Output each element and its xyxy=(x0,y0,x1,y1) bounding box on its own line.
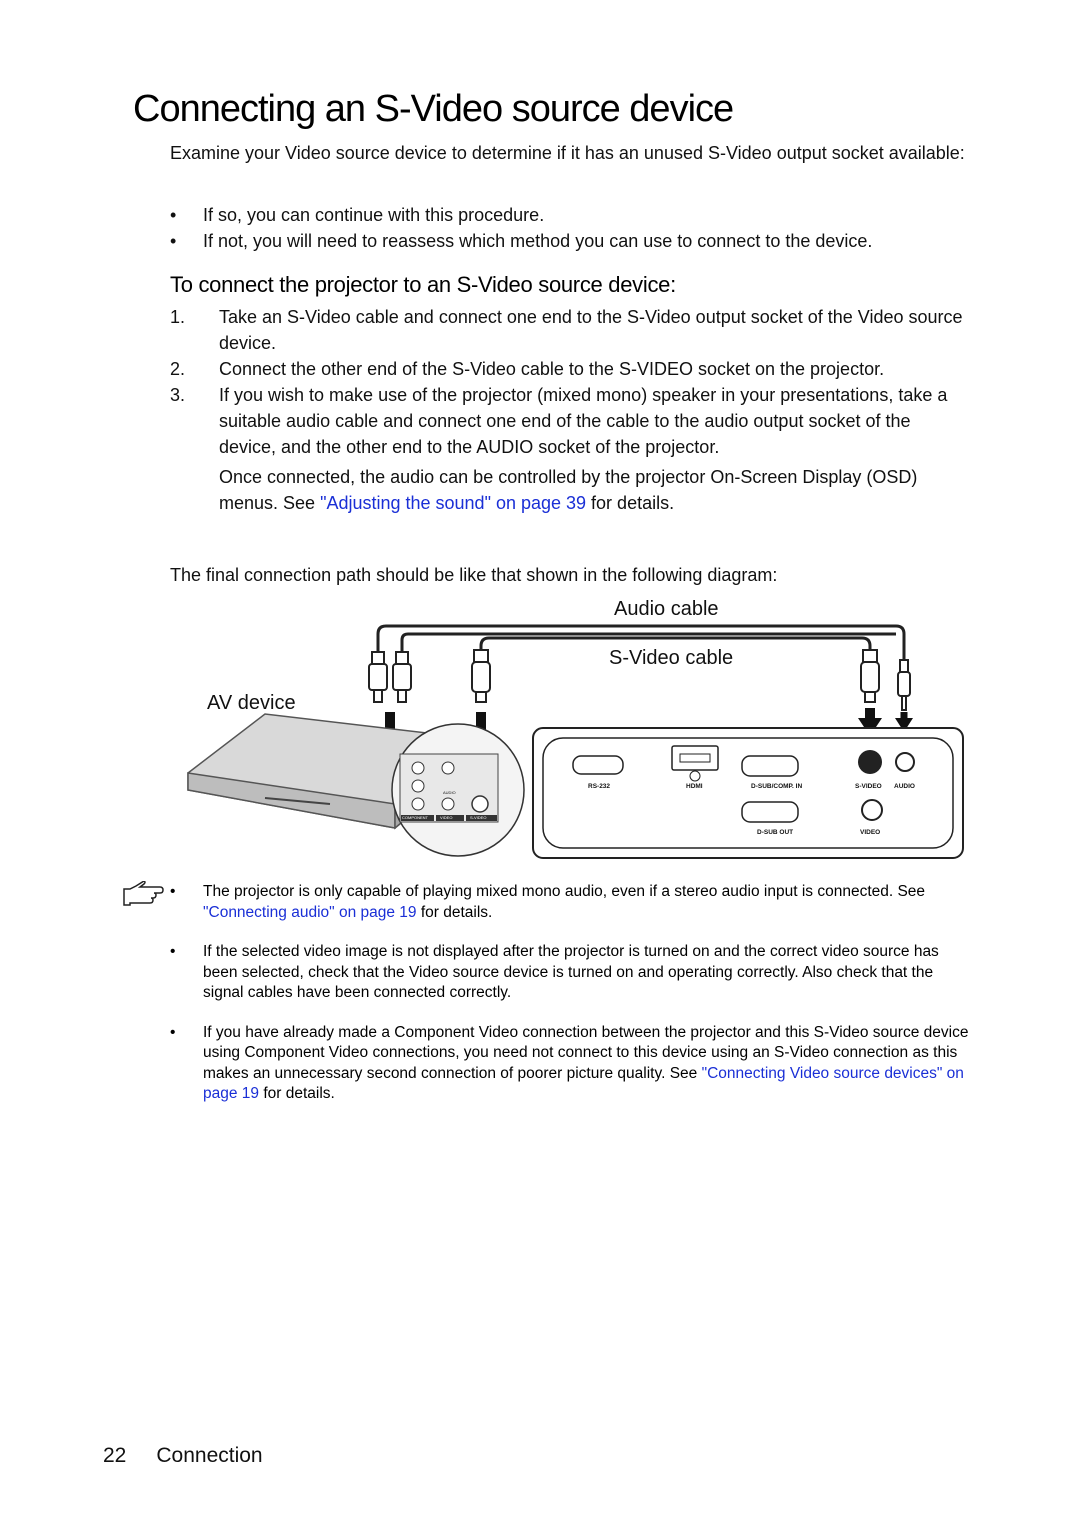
bullet-text: If so, you can continue with this procedure. xyxy=(203,205,545,225)
svideo-cable-line xyxy=(481,638,870,652)
svideo-plug-device-icon xyxy=(472,650,490,702)
port-label-dsub-out: D-SUB OUT xyxy=(757,829,794,836)
svideo-cable-label: S-Video cable xyxy=(609,647,734,669)
step-number: 1. xyxy=(170,307,186,327)
step-3 xyxy=(170,382,970,460)
svideo-socket-label: S-VIDEO xyxy=(618,359,693,379)
note-hand-icon xyxy=(122,881,164,907)
list-item xyxy=(170,202,970,228)
port-label-svideo: S-VIDEO xyxy=(855,783,882,790)
bullet-text: If not, you will need to reassess which method you can use to connect to the device. xyxy=(203,231,873,251)
procedure-steps xyxy=(170,304,970,516)
page-title: Connecting an S-Video source device xyxy=(133,88,734,130)
device-port-label-video: VIDEO xyxy=(440,815,453,820)
note-text: Once connected, the audio can be controlled by the projector On-Screen Display (OSD) menus. See xyxy=(219,467,918,513)
intro-paragraph: Examine your Video source device to determine if it has an unused S-Video output socket available: xyxy=(170,143,965,163)
page-footer xyxy=(103,1444,263,1468)
bullet-glyph: • xyxy=(170,231,177,251)
step-text: If you wish to make use of the projector (mixed mono) speaker in your presentations, take a suitable audio cable and connect one end of the cable to the audio output socket of the device, and the other end to the xyxy=(219,385,948,457)
availability-bullets xyxy=(170,202,970,254)
rca-plug-left-icon xyxy=(369,652,387,702)
step-text: socket of the projector. xyxy=(533,437,720,457)
step-text: socket on the projector. xyxy=(692,359,885,379)
step-text: Take an S-Video cable and connect one end to the S-Video output socket of the Video source device. xyxy=(219,307,963,353)
port-label-video: VIDEO xyxy=(860,829,881,836)
port-label-audio: AUDIO xyxy=(894,783,915,790)
audio-socket-label: AUDIO xyxy=(476,437,534,457)
port-label-hdmi: HDMI xyxy=(686,783,703,790)
diagram-intro: The final connection path should be like that shown in the following diagram: xyxy=(170,565,778,585)
bullet-glyph: • xyxy=(170,943,176,960)
note-text: If you have already made a Component Video connection between the projector and this S-Video source device using Component Video connections, you need not connect to this device using an S-Video connection as this makes an unnecessary second connection of poorer picture quality. See xyxy=(203,1023,969,1082)
step-1 xyxy=(170,304,970,356)
note-text: If the selected video image is not displayed after the projector is turned on and the correct video source has been selected, check that the Video source device is turned on and operating correctly. Also check that the signal cables have been connected correctly. xyxy=(203,943,939,1001)
audio-cable-line xyxy=(378,626,904,660)
audio-mini-plug-icon xyxy=(898,660,910,710)
step-2 xyxy=(170,356,970,382)
bullet-glyph: • xyxy=(170,883,176,900)
adjusting-sound-link[interactable]: "Adjusting the sound" on page 39 xyxy=(320,493,587,513)
note-text: for details. xyxy=(586,493,675,513)
note-text: for details. xyxy=(416,903,493,921)
note-text: for details. xyxy=(259,1085,335,1102)
connecting-audio-link[interactable]: "Connecting audio" on page 19 xyxy=(203,903,417,921)
diagram-illustration xyxy=(0,590,1080,870)
step-number: 2. xyxy=(170,359,186,379)
list-item xyxy=(170,228,970,254)
notes-list xyxy=(170,882,970,1124)
av-device-label: AV device xyxy=(207,692,296,714)
list-item xyxy=(170,882,970,923)
page-number: 22 xyxy=(103,1444,127,1467)
projector-panel-icon xyxy=(533,728,963,858)
step-number: 3. xyxy=(170,385,186,405)
svideo-plug-projector-icon xyxy=(861,650,879,702)
bullet-glyph: • xyxy=(170,1023,176,1041)
device-port-label-audio: AUDIO xyxy=(443,790,456,795)
port-label-rs232: RS-232 xyxy=(588,783,611,790)
list-item xyxy=(170,1023,970,1105)
connection-diagram xyxy=(0,590,1080,870)
port-label-dsub-comp-in: D-SUB/COMP. IN xyxy=(751,783,803,790)
note-text: The projector is only capable of playing mixed mono audio, even if a stereo audio input is connected. See xyxy=(203,883,926,900)
audio-cable-label: Audio cable xyxy=(614,598,719,620)
section-name: Connection xyxy=(156,1444,263,1467)
bullet-glyph: • xyxy=(170,205,177,225)
device-port-zoom xyxy=(392,724,524,856)
rca-plug-right-icon xyxy=(393,652,411,702)
step-3-note xyxy=(170,464,970,516)
step-text: Connect the other end of the S-Video cable to the xyxy=(219,359,619,379)
procedure-heading: To connect the projector to an S-Video source device: xyxy=(170,272,676,297)
device-port-label-component: COMPONENT xyxy=(402,815,428,820)
connecting-video-sources-link[interactable]: "Connecting Video source devices" on page 19 xyxy=(203,1064,964,1102)
device-port-label-svideo: S-VIDEO xyxy=(470,815,487,820)
list-item xyxy=(170,942,970,1004)
